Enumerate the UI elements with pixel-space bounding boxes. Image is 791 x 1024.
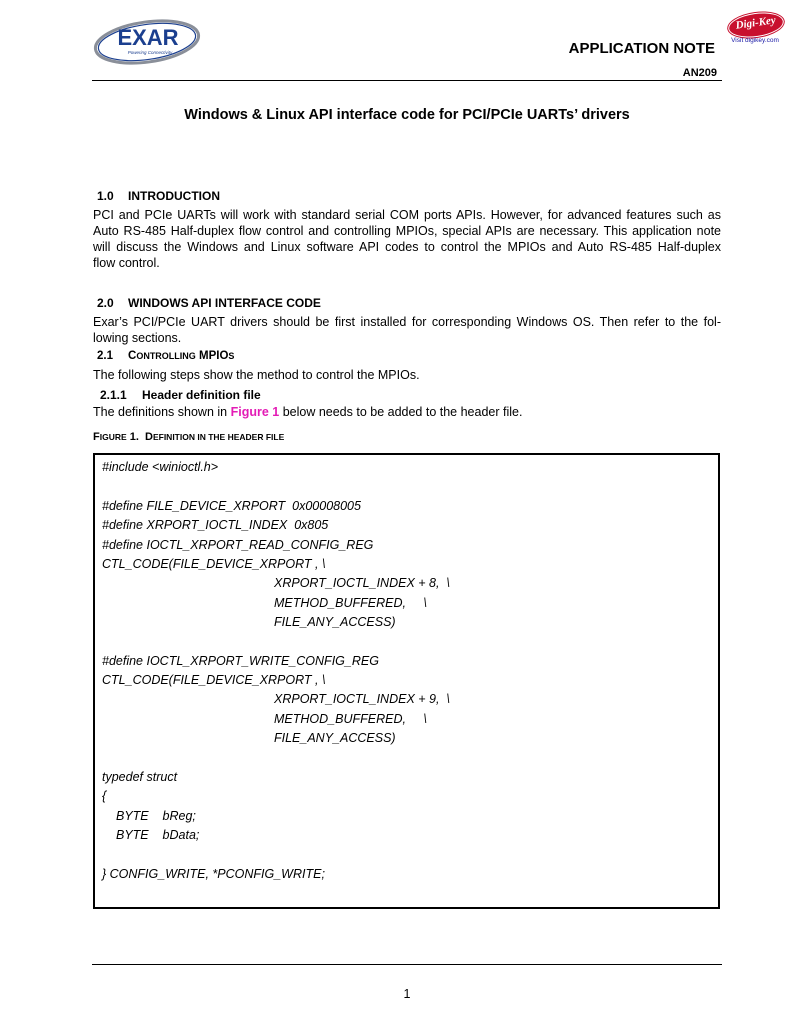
heading-word: MPIO bbox=[195, 350, 229, 362]
paragraph-text: The definitions shown in bbox=[93, 405, 231, 419]
footer-divider bbox=[92, 964, 722, 965]
digikey-logo[interactable] bbox=[724, 13, 784, 47]
subsection-heading-controlling-mpios bbox=[97, 350, 234, 362]
heading-smallcaps-end: S bbox=[228, 351, 235, 361]
exar-wordmark: EXAR bbox=[117, 25, 179, 50]
code-line: #define XRPORT_IOCTL_INDEX 0x805 bbox=[102, 518, 329, 532]
code-line: BYTE bData; bbox=[116, 828, 200, 842]
code-line: #define IOCTL_XRPORT_READ_CONFIG_REG bbox=[102, 538, 374, 552]
code-line: #define IOCTL_XRPORT_WRITE_CONFIG_REG bbox=[102, 654, 379, 668]
subsubsection-heading-header-definition bbox=[100, 388, 261, 402]
code-line: XRPORT_IOCTL_INDEX + 9, \ bbox=[274, 692, 450, 706]
caption-initial: F bbox=[93, 431, 100, 443]
digikey-link[interactable]: Visit digikey.com bbox=[731, 37, 779, 44]
code-line: CTL_CODE(FILE_DEVICE_XRPORT , \ bbox=[102, 557, 326, 571]
heading-initial: C bbox=[128, 350, 137, 362]
code-listing-box bbox=[93, 453, 720, 909]
paragraph-line: PCI and PCIe UARTs will work with standard serial COM ports APIs. However, for advanced features such as bbox=[93, 208, 721, 222]
section-title: WINDOWS API INTERFACE CODE bbox=[128, 296, 321, 310]
figure-1-link[interactable]: Figure 1 bbox=[230, 405, 280, 419]
code-line: BYTE bReg; bbox=[116, 809, 196, 823]
code-line: typedef struct bbox=[102, 770, 178, 784]
mpios-paragraph: The following steps show the method to control the MPIOs. bbox=[93, 368, 420, 382]
code-line: CTL_CODE(FILE_DEVICE_XRPORT , \ bbox=[102, 673, 326, 687]
introduction-paragraph bbox=[93, 207, 721, 271]
code-line: XRPORT_IOCTL_INDEX + 8, \ bbox=[274, 576, 450, 590]
doc-number: AN209 bbox=[682, 67, 717, 79]
code-line: METHOD_BUFFERED, \ bbox=[274, 712, 427, 726]
subsubsection-title: Header definition file bbox=[142, 388, 261, 402]
doc-type-label: APPLICATION NOTE bbox=[568, 40, 715, 57]
paragraph-line: Exar’s PCI/PCIe UART drivers should be first installed for corresponding Windows OS. Then refer to the fol- bbox=[93, 315, 721, 329]
code-line: FILE_ANY_ACCESS) bbox=[274, 731, 396, 745]
code-line: #define FILE_DEVICE_XRPORT 0x00008005 bbox=[102, 499, 361, 513]
section-title: INTRODUCTION bbox=[128, 189, 220, 203]
exar-logo-graphic bbox=[92, 18, 202, 66]
code-line: { bbox=[102, 789, 107, 803]
figure-caption bbox=[93, 431, 284, 443]
subsection-number: 2.1 bbox=[97, 350, 113, 362]
code-line: FILE_ANY_ACCESS) bbox=[274, 615, 396, 629]
document-title: Windows & Linux API interface code for PCI/PCIe UARTs’ drivers bbox=[184, 107, 630, 123]
header-definition-paragraph bbox=[93, 404, 721, 420]
windows-api-paragraph bbox=[93, 314, 721, 346]
code-line: } CONFIG_WRITE, *PCONFIG_WRITE; bbox=[102, 867, 325, 881]
exar-tagline: Powering Connectivity bbox=[127, 50, 173, 55]
paragraph-text: below needs to be added to the header file. bbox=[279, 405, 523, 419]
paragraph-line: will discuss the Windows and Linux software API codes to control the MPIOs and Auto RS-485 Half-duplex bbox=[93, 240, 721, 254]
page-number: 1 bbox=[403, 987, 411, 1001]
digikey-badge-text: Digi-Key bbox=[734, 14, 777, 32]
section-heading-windows-api bbox=[97, 296, 321, 310]
exar-logo bbox=[92, 18, 202, 66]
caption-smallcaps: EFINITION IN THE HEADER FILE bbox=[152, 432, 285, 442]
caption-initial: D bbox=[145, 431, 153, 443]
caption-number: 1. bbox=[126, 431, 145, 443]
code-line: METHOD_BUFFERED, \ bbox=[274, 596, 427, 610]
paragraph-line: flow control. bbox=[93, 256, 160, 270]
heading-smallcaps: ONTROLLING bbox=[136, 351, 196, 361]
caption-smallcaps: IGURE bbox=[99, 432, 127, 442]
section-number: 2.0 bbox=[97, 296, 114, 310]
subsubsection-number: 2.1.1 bbox=[100, 388, 127, 402]
header-divider bbox=[92, 80, 722, 81]
section-number: 1.0 bbox=[97, 189, 114, 203]
section-heading-introduction bbox=[97, 189, 220, 203]
paragraph-line: Auto RS-485 Half-duplex flow control and controlling MPIOs, special APIs are necessary. This application note bbox=[93, 224, 721, 238]
paragraph-line: lowing sections. bbox=[93, 331, 182, 345]
code-line: #include <winioctl.h> bbox=[102, 460, 219, 474]
